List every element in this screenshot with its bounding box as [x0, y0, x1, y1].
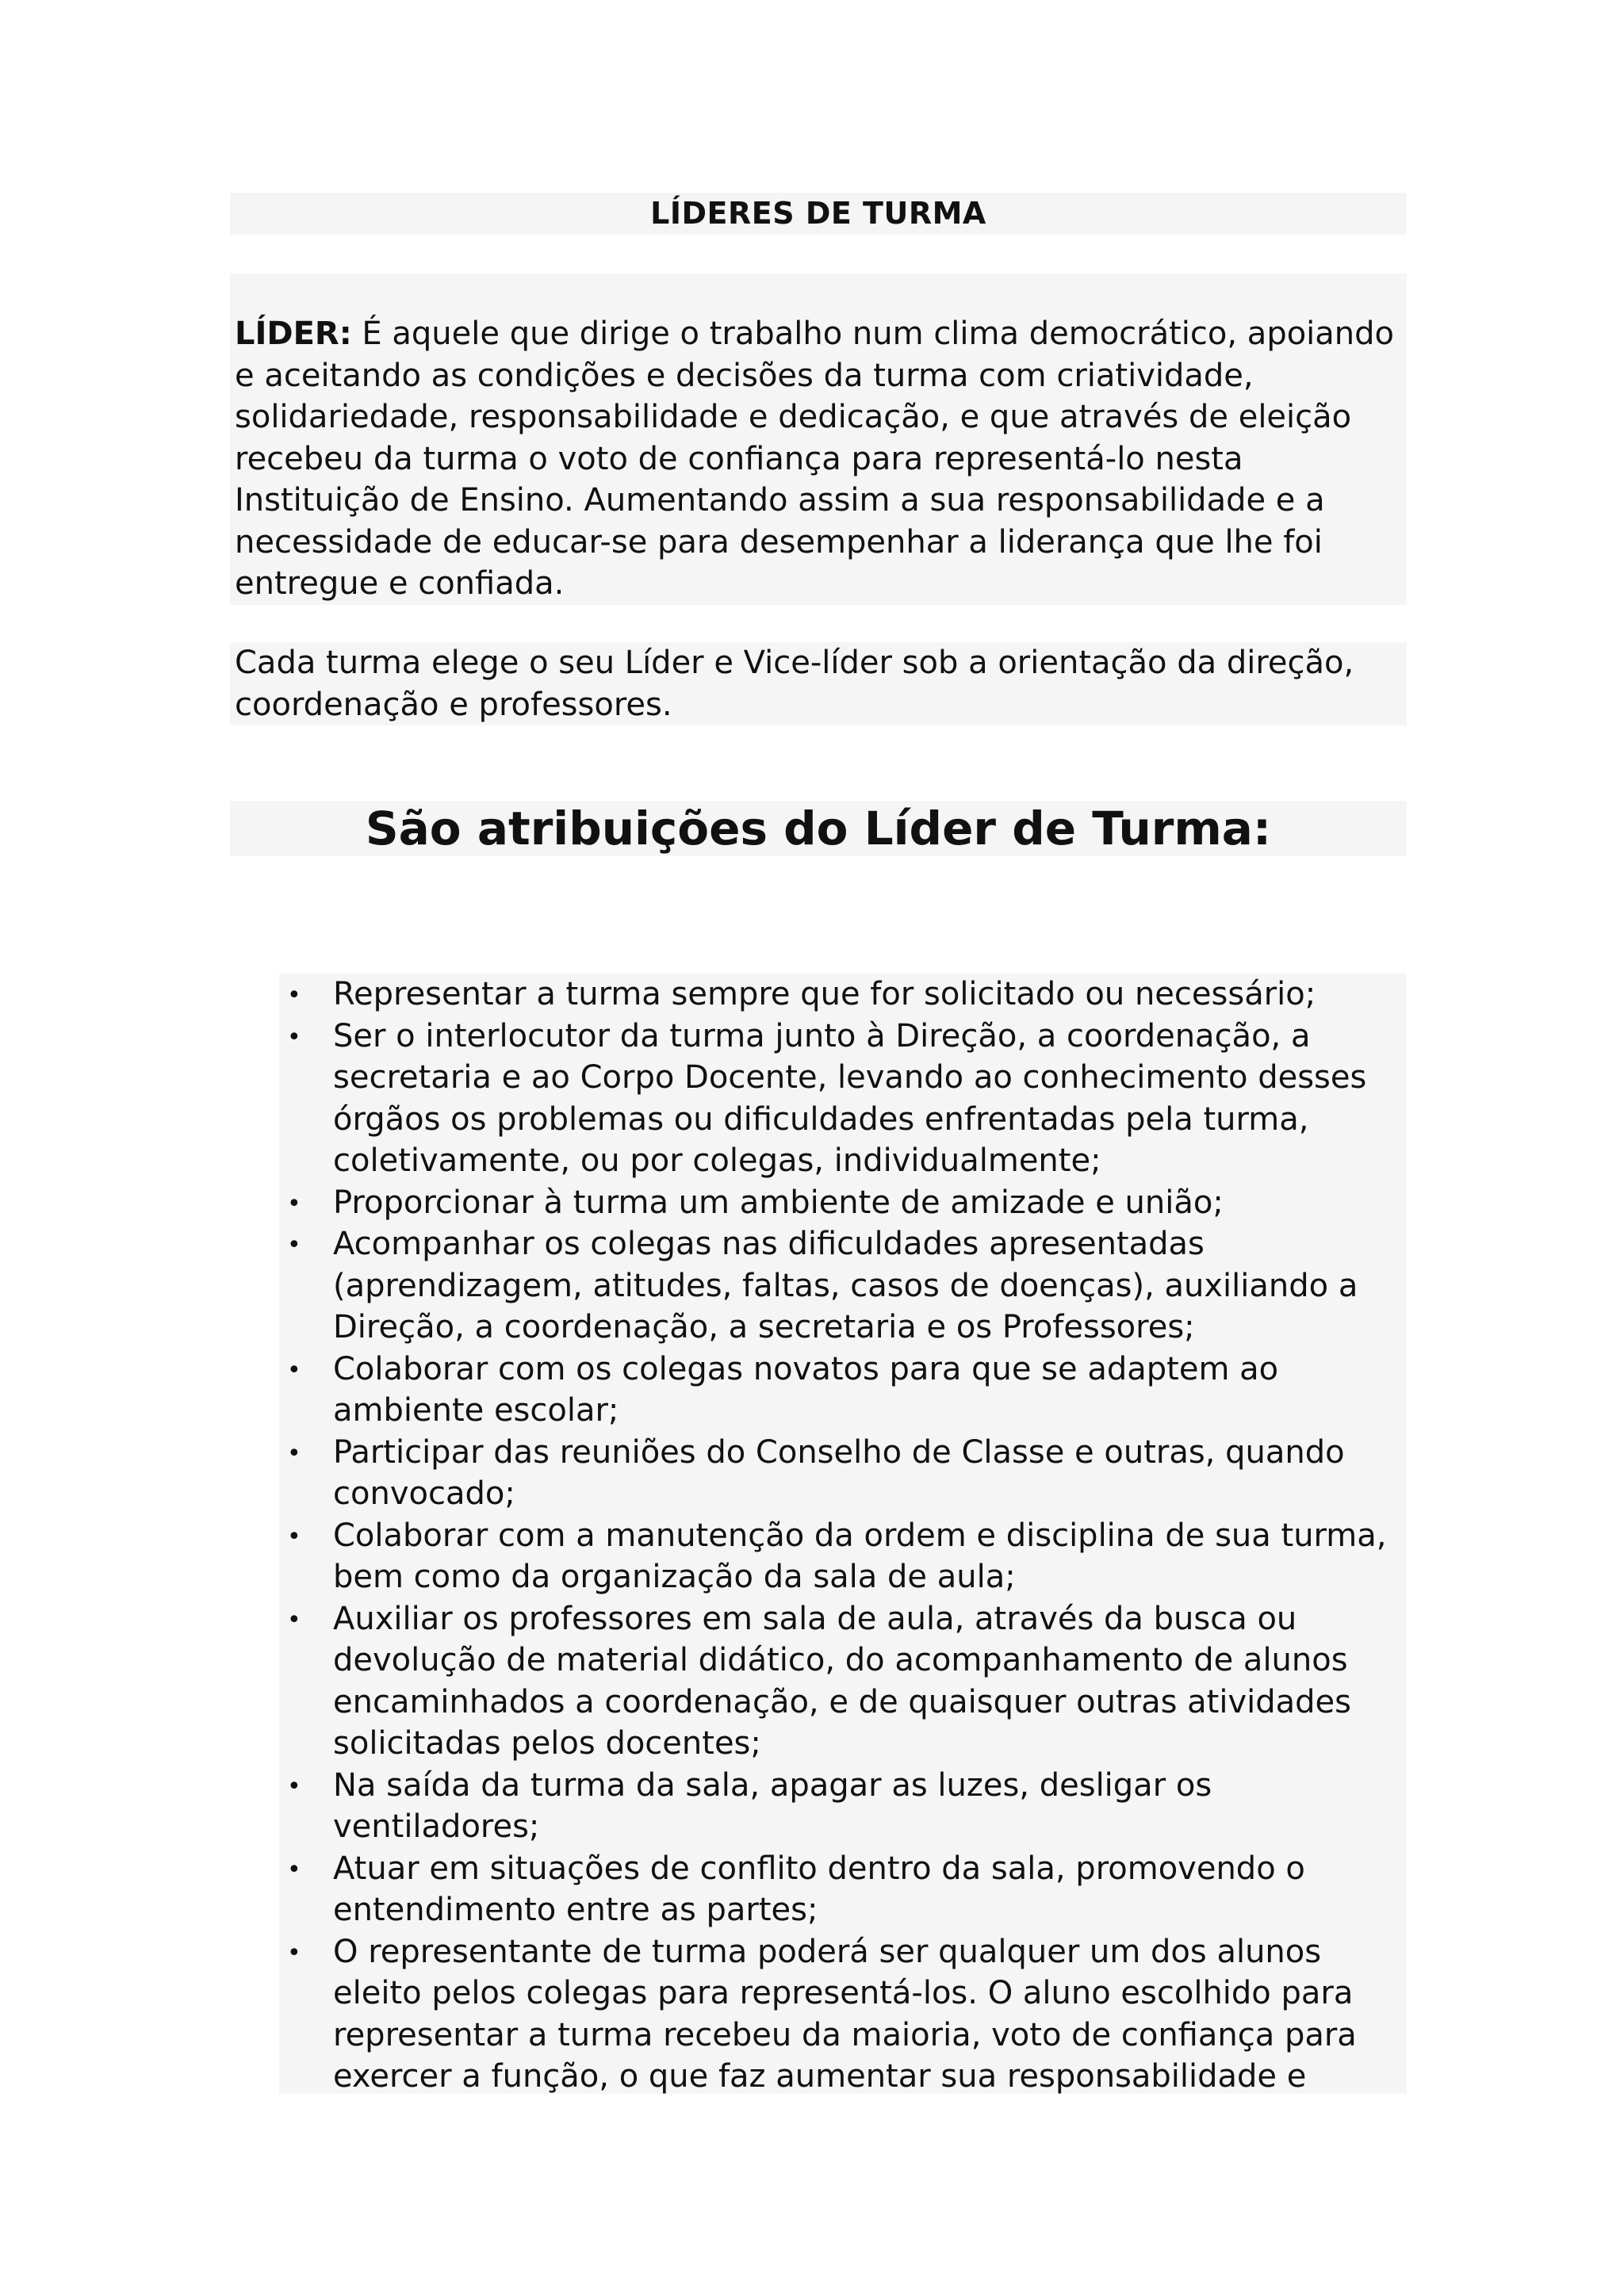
bullet-icon: •: [287, 1439, 301, 1468]
list-item-text: Representar a turma sempre que for solicitado ou necessário;: [333, 976, 1316, 1012]
bullet-icon: •: [287, 1772, 301, 1800]
list-item: [279, 1432, 1407, 1515]
list-item-text: Ser o interlocutor da turma junto à Direção, a coordenação, a secretaria e ao Corpo Docente, levando ao conhecimento desses órgãos os problemas ou dificuldades enfrentadas pela turma, coletivamente, ou por colegas, individualmente;: [333, 1017, 1367, 1179]
list-item-text: O representante de turma poderá ser qualquer um dos alunos eleito pelos colegas para representá-los. O aluno escolhido para representar a turma recebeu da maioria, voto de confiança para exercer a função, o que faz aumentar sua responsabilidade e: [333, 1933, 1357, 2095]
bullet-icon: •: [287, 982, 301, 1009]
lider-paragraph: [230, 313, 1407, 605]
list-item-text: Auxiliar os professores em sala de aula, através da busca ou devolução de material didático, do acompanhamento de alunos encaminhados a coordenação, e de quaisquer outras atividades solicitadas pelos docentes;: [333, 1600, 1351, 1762]
list-item: [279, 1931, 1407, 2098]
list-item: [279, 1182, 1407, 1224]
list-item: [279, 974, 1407, 1016]
bullet-icon: •: [287, 1605, 301, 1634]
list-item-text: Colaborar com os colegas novatos para que se adaptem ao ambiente escolar;: [333, 1350, 1279, 1429]
list-item: [279, 1349, 1407, 1432]
list-item: [279, 1515, 1407, 1598]
atribuicoes-list-block: [279, 974, 1407, 2094]
atribuicoes-list: [279, 974, 1407, 2098]
list-item-text: Na saída da turma da sala, apagar as luzes, desligar os ventiladores;: [333, 1766, 1212, 1845]
list-item-text: Colaborar com a manutenção da ordem e disciplina de sua turma, bem como da organização da sala de aula;: [333, 1517, 1387, 1595]
list-item: [279, 1598, 1407, 1765]
lider-label: LÍDER:: [235, 316, 352, 352]
list-item-text: Participar das reuniões do Conselho de Classe e outras, quando convocado;: [333, 1433, 1345, 1512]
bullet-icon: •: [287, 1189, 301, 1218]
lider-definition: [230, 274, 1407, 605]
cada-turma-paragraph: Cada turma elege o seu Líder e Vice-líder sob a orientação da direção, coordenação e professores.: [235, 645, 1354, 723]
bullet-icon: •: [287, 1938, 301, 1967]
lider-text: É aquele que dirige o trabalho num clima democrático, apoiando e aceitando as condições e decisões da turma com criatividade, solidariedade, responsabilidade e dedicação, e que através de eleição recebeu da turma o voto de confiança para representá-lo nesta Instituição de Ensino. Aumentando assim a sua responsabilidade e a necessidade de educar-se para desempenhar a liderança que lhe foi entregue e confiada.: [235, 316, 1395, 602]
list-item: [279, 1016, 1407, 1182]
list-item: [279, 1223, 1407, 1349]
bullet-icon: •: [287, 1231, 301, 1259]
bullet-icon: •: [287, 1522, 301, 1551]
list-item: [279, 1848, 1407, 1931]
list-item: [279, 1765, 1407, 1848]
bullet-icon: •: [287, 1356, 301, 1384]
list-item-text: Acompanhar os colegas nas dificuldades apresentadas (aprendizagem, atitudes, faltas, casos de doenças), auxiliando a Direção, a coordenação, a secretaria e os Professores;: [333, 1226, 1358, 1345]
bullet-icon: •: [287, 1023, 301, 1051]
list-item-text: Proporcionar à turma um ambiente de amizade e união;: [333, 1184, 1224, 1221]
document-title: LÍDERES DE TURMA: [230, 193, 1407, 235]
bullet-icon: •: [287, 1855, 301, 1884]
list-item-text: Atuar em situações de conflito dentro da sala, promovendo o entendimento entre as partes;: [333, 1850, 1305, 1928]
atribuicoes-heading: São atribuições do Líder de Turma:: [230, 801, 1407, 856]
cada-turma-block: [230, 642, 1407, 725]
